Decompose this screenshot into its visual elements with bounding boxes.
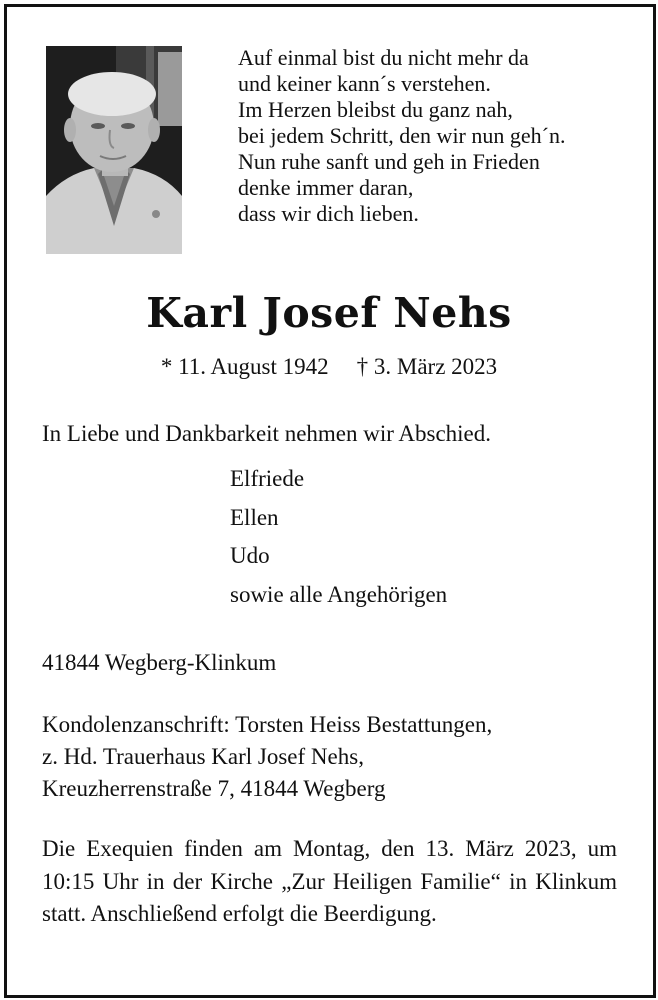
farewell-line: In Liebe und Dankbarkeit nehmen wir Abschied.: [42, 421, 492, 446]
address-line: Kreuzherrenstraße 7, 41844 Wegberg: [42, 776, 386, 801]
mourner-name: Udo: [230, 543, 270, 568]
mourner-name: sowie alle Angehörigen: [230, 581, 448, 607]
condolence-address: [42, 709, 617, 805]
portrait-photo: [46, 46, 182, 254]
poem-line: bei jedem Schritt, den wir nun geh´n.: [238, 123, 566, 148]
place-line: 41844 Wegberg-Klinkum: [42, 650, 277, 675]
mourner-name: Ellen: [230, 504, 279, 530]
mourner-name: Elfriede: [230, 466, 305, 491]
birth-date: * 11. August 1942: [160, 354, 329, 379]
poem-line: und keiner kann´s verstehen.: [238, 71, 491, 96]
deceased-name: Karl Josef Nehs: [146, 289, 512, 337]
poem-line: Nun ruhe sanft und geh in Frieden: [238, 149, 540, 174]
poem-line: dass wir dich lieben.: [238, 201, 419, 226]
life-dates: [0, 352, 658, 382]
death-date: † 3. März 2023: [356, 354, 498, 379]
poem-line: denke immer daran,: [238, 175, 414, 200]
poem-line: Auf einmal bist du nicht mehr da: [238, 45, 529, 70]
poem-line: Im Herzen bleibst du ganz nah,: [238, 97, 513, 122]
service-notice: Die Exequien finden am Montag, den 13. März 2023, um 10:15 Uhr in der Kirche „Zur Heiligen Familie“ in Klinkum statt. Anschließend erfolgt die Beerdigung.: [42, 836, 617, 926]
mourners-list: [230, 460, 447, 614]
memorial-poem: [238, 45, 638, 227]
address-line: Kondolenzanschrift: Torsten Heiss Bestattungen,: [42, 712, 493, 737]
address-line: z. Hd. Trauerhaus Karl Josef Nehs,: [42, 744, 364, 769]
